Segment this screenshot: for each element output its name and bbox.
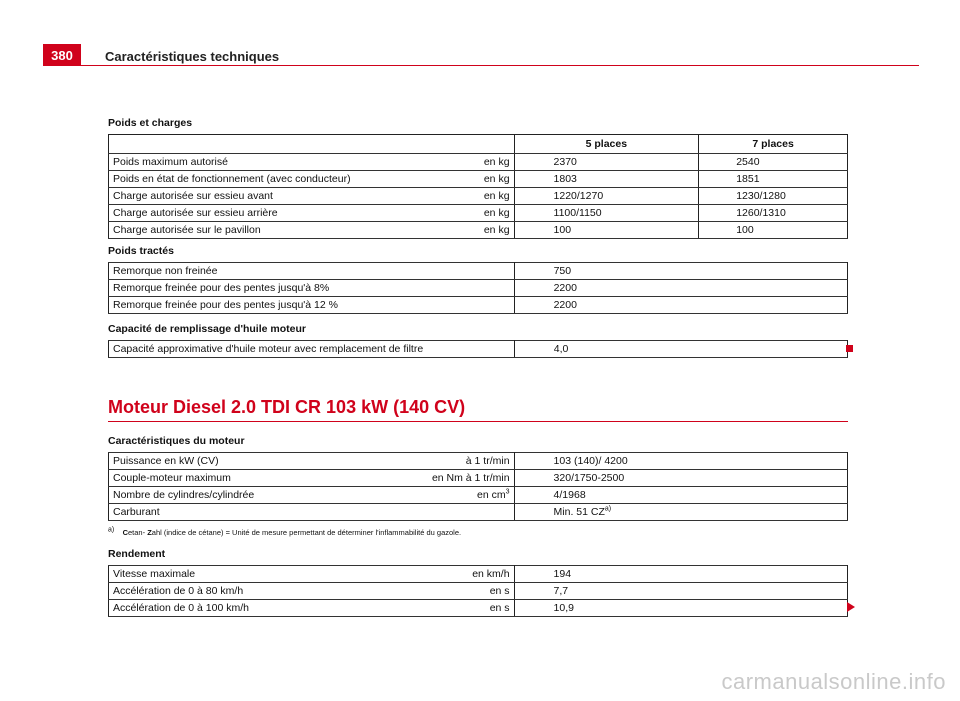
row-value: 7,7 [514, 583, 847, 600]
performance-table [108, 565, 848, 617]
row-value-5: 2370 [514, 154, 699, 171]
row-unit: en kg [476, 154, 514, 171]
row-unit: en s [388, 600, 514, 617]
footnote-c: C [122, 528, 128, 537]
row-label: Charge autorisée sur essieu arrière [109, 205, 477, 222]
row-label: Nombre de cylindres/cylindrée [109, 487, 389, 504]
row-value [514, 504, 847, 521]
footnote-after-c: etan- [128, 528, 148, 537]
row-value-5: 100 [514, 222, 699, 239]
table-row [109, 341, 848, 358]
engine-heading: Caractéristiques du moteur [108, 435, 245, 447]
unit-text: en cm [477, 489, 506, 501]
row-value-5: 1220/1270 [514, 188, 699, 205]
row-label: Carburant [109, 504, 389, 521]
engine-title: Moteur Diesel 2.0 TDI CR 103 kW (140 CV) [108, 397, 466, 417]
table-row [109, 205, 848, 222]
row-value: 2200 [514, 280, 847, 297]
row-unit: en s [388, 583, 514, 600]
row-label: Capacité approximative d'huile moteur avec remplacement de filtre [109, 341, 515, 358]
row-unit: en kg [476, 188, 514, 205]
row-label: Couple-moteur maximum [109, 470, 389, 487]
table-row [109, 280, 848, 297]
row-value: 10,9 [514, 600, 847, 617]
row-unit: en Nm à 1 tr/min [388, 470, 514, 487]
row-value-7: 100 [699, 222, 848, 239]
row-label: Accélération de 0 à 100 km/h [109, 600, 389, 617]
footnote-text: ahl (indice de cétane) = Unité de mesure permettant de déterminer l'inflammabilité du gazole. [151, 528, 462, 537]
row-label: Vitesse maximale [109, 566, 389, 583]
watermark: carmanualsonline.info [721, 669, 946, 694]
page-title: Caractéristiques techniques [105, 49, 280, 64]
row-unit: en kg [476, 222, 514, 239]
row-label: Remorque freinée pour des pentes jusqu'à 8% [109, 280, 515, 297]
footnote-z: Z [147, 528, 152, 537]
row-label: Poids maximum autorisé [109, 154, 477, 171]
row-value: 320/1750-2500 [514, 470, 847, 487]
oil-table [108, 340, 848, 358]
row-unit: à 1 tr/min [388, 453, 514, 470]
row-label: Charge autorisée sur le pavillon [109, 222, 477, 239]
row-value-7: 1851 [699, 171, 848, 188]
weights-table [108, 134, 848, 239]
table-row [109, 600, 848, 617]
row-unit [388, 487, 514, 504]
header-rule [81, 65, 919, 66]
towing-table [108, 262, 848, 314]
footnote-mark: a) [108, 526, 115, 534]
row-label: Poids en état de fonctionnement (avec conducteur) [109, 171, 477, 188]
row-value: 4/1968 [514, 487, 847, 504]
table-row [109, 263, 848, 280]
row-value: 2200 [514, 297, 847, 314]
row-label: Puissance en kW (CV) [109, 453, 389, 470]
row-label: Accélération de 0 à 80 km/h [109, 583, 389, 600]
col-7-places: 7 places [699, 135, 848, 154]
footnote-ref: a) [604, 505, 612, 513]
weights-header-blank [109, 135, 515, 154]
row-value: 103 (140)/ 4200 [514, 453, 847, 470]
engine-table [108, 452, 848, 521]
table-row [109, 222, 848, 239]
table-row [109, 188, 848, 205]
row-value: 750 [514, 263, 847, 280]
row-value: 194 [514, 566, 847, 583]
page-number: 380 [43, 44, 81, 66]
table-row [109, 504, 848, 521]
table-row [109, 297, 848, 314]
towing-heading: Poids tractés [108, 245, 174, 257]
continue-arrow-icon [847, 602, 855, 612]
row-value-7: 2540 [699, 154, 848, 171]
row-value: 4,0 [514, 341, 847, 358]
table-row [109, 470, 848, 487]
row-label: Remorque freinée pour des pentes jusqu'à 12 % [109, 297, 515, 314]
row-unit: en km/h [388, 566, 514, 583]
row-label: Remorque non freinée [109, 263, 515, 280]
table-row [109, 566, 848, 583]
oil-heading: Capacité de remplissage d'huile moteur [108, 323, 306, 335]
section-end-marker [846, 345, 853, 352]
engine-title-rule [108, 421, 848, 422]
page-header [43, 44, 919, 66]
row-value-7: 1230/1280 [699, 188, 848, 205]
row-unit: en kg [476, 205, 514, 222]
row-unit [388, 504, 514, 521]
table-row [109, 583, 848, 600]
row-value-7: 1260/1310 [699, 205, 848, 222]
col-5-places: 5 places [514, 135, 699, 154]
footnote [108, 528, 461, 537]
weights-header-row [109, 135, 848, 154]
table-row [109, 453, 848, 470]
row-unit: en kg [476, 171, 514, 188]
table-row [109, 171, 848, 188]
unit-superscript: 3 [505, 488, 510, 496]
value-text: Min. 51 CZ [553, 506, 605, 518]
row-value-5: 1803 [514, 171, 699, 188]
row-label: Charge autorisée sur essieu avant [109, 188, 477, 205]
table-row [109, 487, 848, 504]
table-row [109, 154, 848, 171]
weights-heading: Poids et charges [108, 117, 193, 129]
row-value-5: 1100/1150 [514, 205, 699, 222]
performance-heading: Rendement [108, 548, 166, 560]
